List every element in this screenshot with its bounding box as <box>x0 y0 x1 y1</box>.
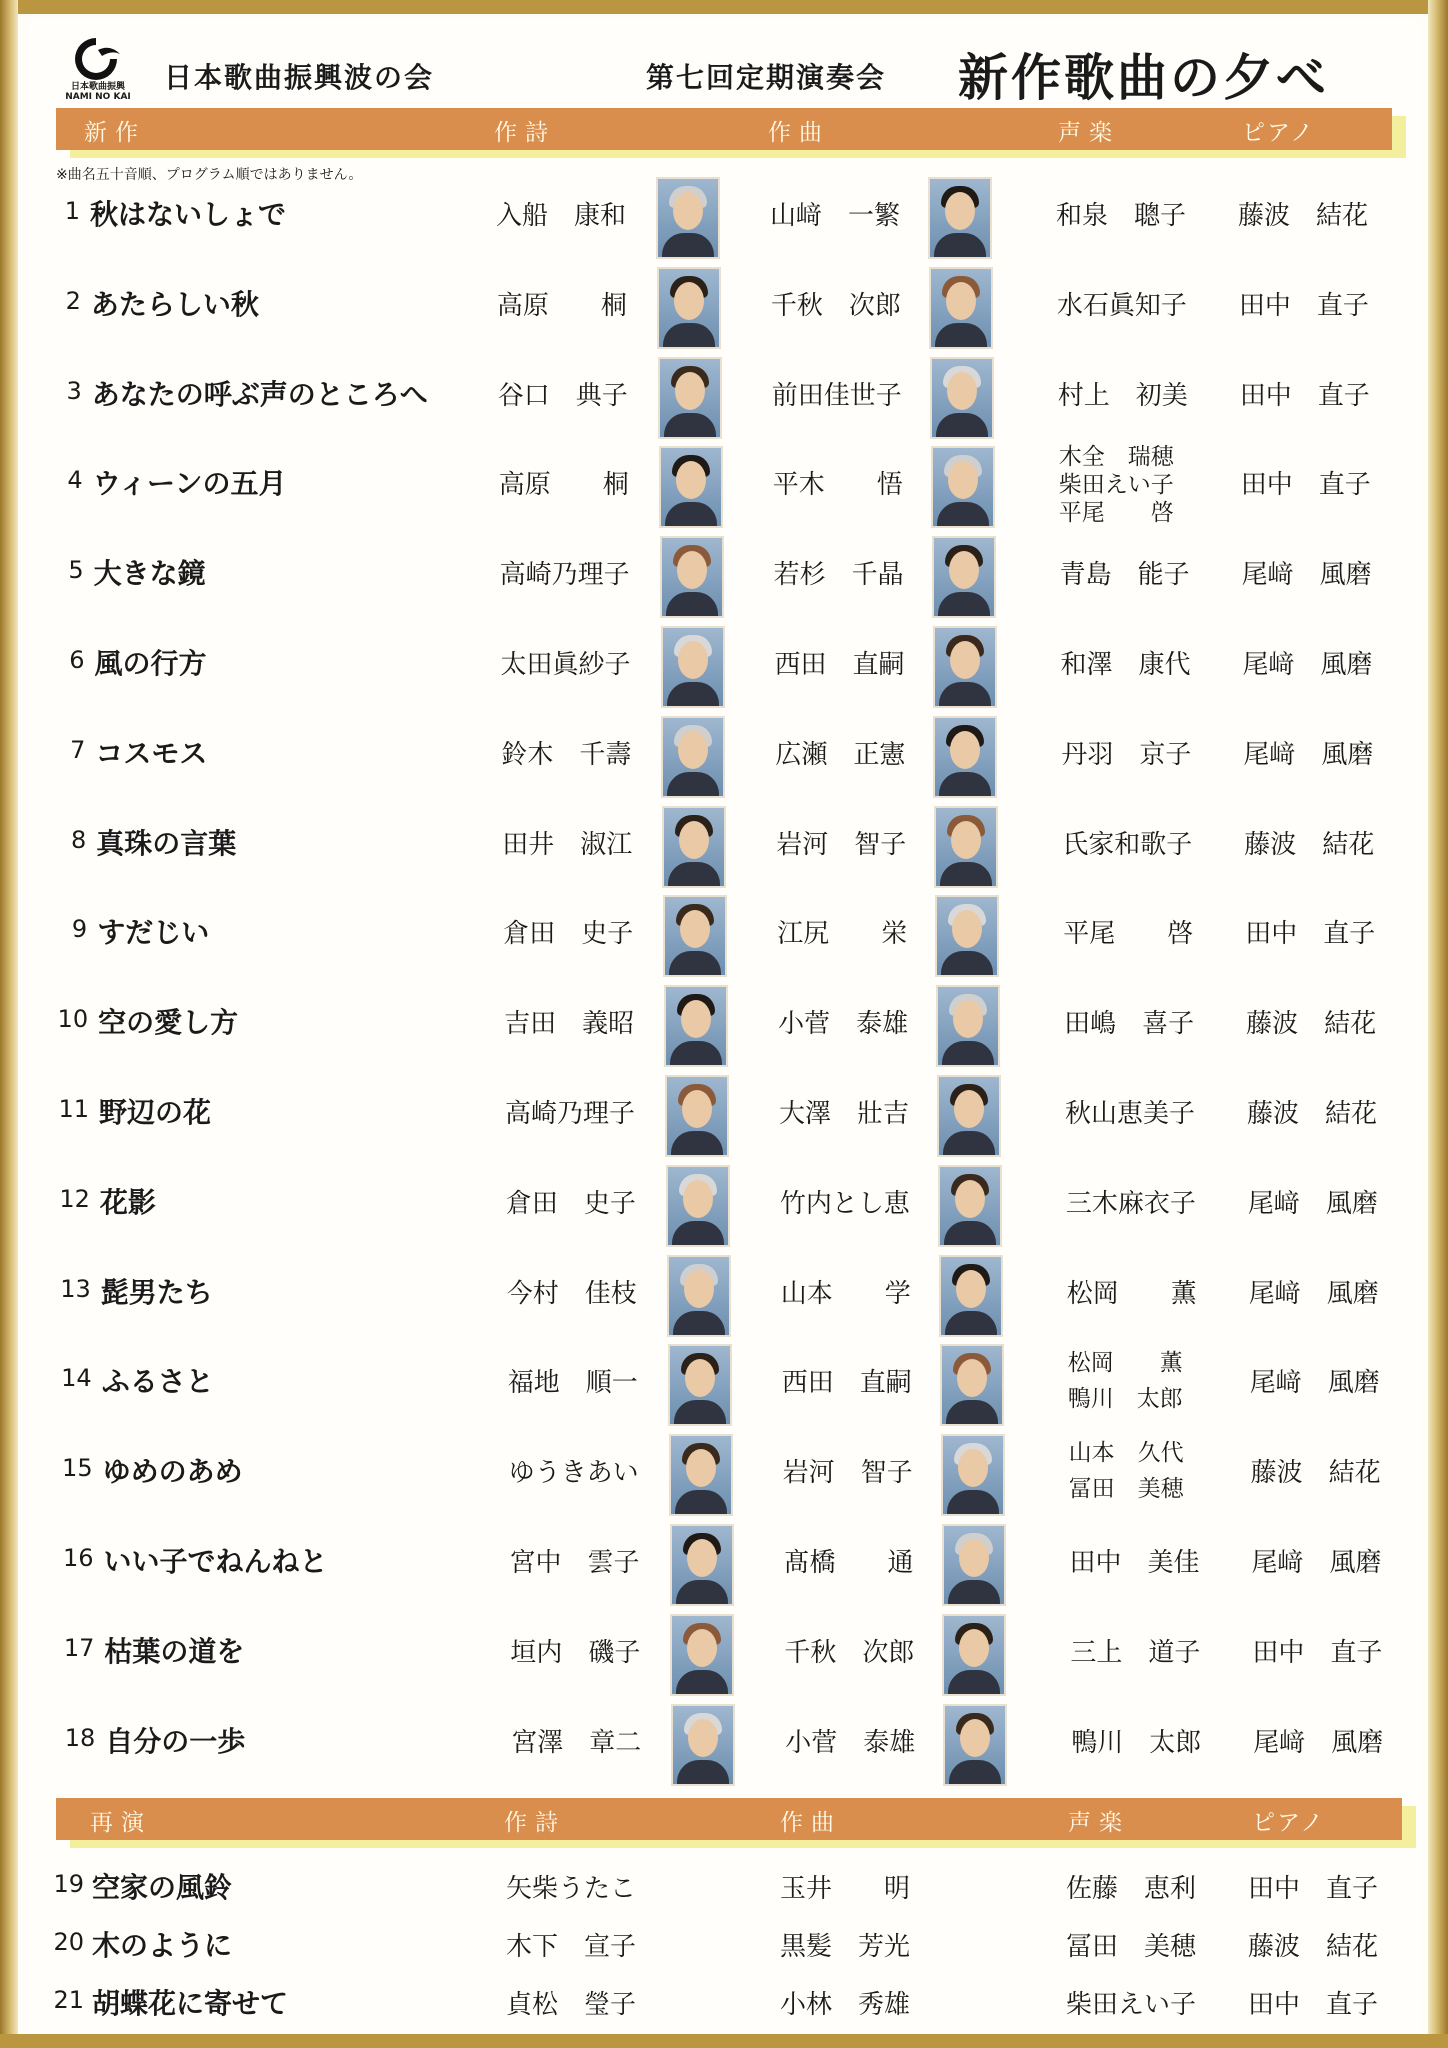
photo-face <box>960 1719 990 1757</box>
lyricist-name: 貞松 瑩子 <box>506 1990 637 2020</box>
pianist-name: 尾﨑 風磨 <box>1243 739 1374 770</box>
row-number: 7 <box>70 735 86 764</box>
col-composer: 作曲 <box>780 1810 842 1836</box>
row-number: 12 <box>59 1184 90 1213</box>
photo-body <box>666 592 718 618</box>
photo-body <box>939 772 991 798</box>
song-title: 枯葉の道を <box>104 1634 245 1668</box>
col-vocal: 声楽 <box>1058 120 1120 146</box>
photo-face <box>955 1180 985 1218</box>
lyricist-name: ゆうきあい <box>508 1458 639 1489</box>
composer-photo <box>931 446 995 528</box>
pianist-name: 尾﨑 風磨 <box>1253 1727 1384 1758</box>
row-number: 6 <box>69 646 85 674</box>
composer-name: 岩河 智子 <box>776 829 907 860</box>
lyricist-name: 太田眞紗子 <box>500 650 631 680</box>
song-title: あたらしい秋 <box>90 287 259 321</box>
section-header-new <box>56 108 1392 150</box>
song-title: 野辺の花 <box>99 1096 212 1129</box>
photo-body <box>948 1670 1000 1696</box>
song-title: 大きな鏡 <box>93 557 206 591</box>
col-lyricist: 作詩 <box>504 1810 566 1836</box>
photo-face <box>677 551 707 589</box>
photo-face <box>957 1359 987 1397</box>
photo-body <box>940 862 992 888</box>
lyricist-photo <box>656 177 720 259</box>
photo-body <box>662 233 714 259</box>
pianist-name: 尾﨑 風磨 <box>1241 560 1372 591</box>
rerun-row <box>0 1974 1448 2030</box>
song-title: いい子でねんねと <box>103 1545 328 1578</box>
photo-face <box>675 372 705 410</box>
photo-face <box>946 282 976 320</box>
lyricist-name: 福地 順一 <box>507 1368 638 1399</box>
photo-face <box>683 1180 713 1218</box>
pianist-name: 藤波 結花 <box>1238 201 1369 231</box>
row-number: 20 <box>53 1928 84 1956</box>
row-number: 1 <box>64 197 80 225</box>
pianist-name: 尾﨑 風磨 <box>1248 1278 1379 1309</box>
lyricist-name: 垣内 磯子 <box>510 1637 641 1668</box>
singer-name: 氏家和歌子 <box>1062 829 1193 860</box>
composer-name: 西田 直嗣 <box>781 1368 912 1399</box>
col-new-works: 新作 <box>84 120 146 146</box>
row-number: 9 <box>71 915 88 944</box>
row-number: 19 <box>53 1870 84 1898</box>
singer-name: 田嶋 喜子 <box>1064 1009 1195 1040</box>
composer-name: 小林 秀雄 <box>780 1990 911 2020</box>
photo-face <box>954 1090 984 1128</box>
row-number: 10 <box>57 1005 89 1034</box>
composer-name: 千秋 次郎 <box>784 1637 915 1668</box>
composer-name: 千秋 次郎 <box>770 290 901 321</box>
photo-body <box>944 1221 996 1247</box>
photo-face <box>681 1000 711 1038</box>
composer-name: 小菅 泰雄 <box>778 1009 909 1040</box>
composer-photo <box>943 1704 1007 1786</box>
lyricist-name: 矢柴うたこ <box>506 1874 637 1904</box>
song-title: コスモス <box>95 736 208 770</box>
page-title: 新作歌曲の夕べ <box>958 48 1329 107</box>
row-number: 21 <box>53 1986 84 2014</box>
rerun-row <box>0 1858 1448 1914</box>
photo-body <box>665 502 717 528</box>
singer-name: 鴨川 太郎 <box>1071 1727 1202 1758</box>
lyricist-photo <box>659 446 723 528</box>
lyricist-name: 高原 桐 <box>496 290 627 321</box>
program-row <box>0 1614 1448 1704</box>
composer-name: 大澤 壯吉 <box>779 1099 910 1129</box>
pianist-name: 藤波 結花 <box>1248 1932 1379 1962</box>
lyricist-photo <box>670 1524 734 1606</box>
pianist-name: 藤波 結花 <box>1247 1099 1378 1129</box>
singer-name: 和泉 聰子 <box>1056 201 1187 231</box>
program-row <box>0 1165 1448 1255</box>
lyricist-photo <box>660 536 724 618</box>
lyricist-name: 高崎乃理子 <box>505 1099 636 1129</box>
composer-name: 若杉 千晶 <box>773 560 904 591</box>
pianist-name: 田中 直子 <box>1240 470 1371 501</box>
song-title: 木のように <box>92 1929 233 1962</box>
photo-body <box>670 1041 722 1067</box>
lyricist-photo <box>669 1434 733 1516</box>
song-title: すだじい <box>97 916 210 950</box>
pianist-name: 藤波 結花 <box>1246 1009 1377 1040</box>
singer-name: 冨田 美穂 <box>1068 1476 1184 1503</box>
composer-name: 前田佳世子 <box>771 380 902 411</box>
singer-name: 松岡 薫 <box>1067 1350 1183 1377</box>
singer-name: 平尾 啓 <box>1063 919 1194 950</box>
photo-body <box>675 1490 727 1516</box>
singer-name: 松岡 薫 <box>1066 1278 1197 1309</box>
organization-name: 日本歌曲振興波の会 <box>164 61 435 94</box>
photo-body <box>946 1400 998 1426</box>
photo-face <box>680 910 710 948</box>
photo-face <box>674 282 704 320</box>
row-number: 3 <box>66 376 82 405</box>
photo-body <box>936 413 988 439</box>
pianist-name: 尾﨑 風磨 <box>1242 650 1373 680</box>
song-title: 秋はないしょで <box>90 198 287 231</box>
row-number: 16 <box>62 1544 94 1572</box>
col-rerun: 再演 <box>90 1810 152 1836</box>
singer-name: 柴田えい子 <box>1058 472 1174 499</box>
pianist-name: 田中 直子 <box>1238 290 1369 321</box>
row-number: 15 <box>62 1454 93 1483</box>
program-row <box>0 1524 1448 1614</box>
composer-name: 広瀬 正憲 <box>775 739 906 770</box>
lyricist-photo <box>666 1165 730 1247</box>
pianist-name: 尾﨑 風磨 <box>1249 1368 1380 1399</box>
order-note: ※曲名五十音順、プログラム順ではありません。 <box>56 167 363 183</box>
lyricist-photo <box>665 1075 729 1157</box>
composer-name: 竹内とし恵 <box>779 1188 910 1219</box>
song-title: あなたの呼ぶ声のところへ <box>91 377 428 411</box>
lyricist-name: 吉田 義昭 <box>504 1009 635 1040</box>
lyricist-name: 入船 康和 <box>496 201 627 231</box>
program-row <box>0 536 1448 626</box>
lyricist-name: 田井 淑江 <box>502 829 633 860</box>
wave-logo-icon <box>66 36 126 80</box>
photo-face <box>952 910 982 948</box>
row-number: 8 <box>71 825 87 854</box>
lyricist-name: 倉田 史子 <box>505 1188 636 1219</box>
singer-name: 三木麻衣子 <box>1065 1188 1196 1219</box>
photo-face <box>673 192 703 230</box>
photo-face <box>947 372 977 410</box>
lyricist-name: 高崎乃理子 <box>499 560 630 591</box>
photo-face <box>949 551 979 589</box>
composer-name: 山本 学 <box>780 1278 911 1309</box>
photo-body <box>677 1760 729 1786</box>
photo-body <box>672 1221 724 1247</box>
pianist-name: 田中 直子 <box>1248 1874 1379 1904</box>
singer-name: 山本 久代 <box>1068 1440 1184 1467</box>
photo-face <box>951 821 981 859</box>
composer-photo <box>936 985 1000 1067</box>
program-row <box>0 446 1448 536</box>
photo-body <box>667 682 719 708</box>
song-title: ゆめのあめ <box>102 1455 243 1489</box>
photo-body <box>948 1580 1000 1606</box>
song-title: 真珠の言葉 <box>96 826 237 860</box>
program-row <box>0 716 1448 806</box>
photo-face <box>956 1270 986 1308</box>
program-row <box>0 806 1448 896</box>
pianist-name: 田中 直子 <box>1239 380 1370 411</box>
photo-face <box>688 1719 718 1757</box>
program-row <box>0 895 1448 985</box>
program-row <box>0 1344 1448 1434</box>
lyricist-name: 今村 佳枝 <box>506 1278 637 1309</box>
composer-name: 山﨑 一繁 <box>770 201 901 231</box>
song-title: 胡蝶花に寄せて <box>92 1987 289 2020</box>
singer-name: 水石眞知子 <box>1056 290 1187 321</box>
row-number: 13 <box>60 1274 91 1303</box>
composer-photo <box>938 1165 1002 1247</box>
photo-body <box>664 413 716 439</box>
photo-face <box>687 1539 717 1577</box>
photo-body <box>676 1580 728 1606</box>
lyricist-photo <box>658 357 722 439</box>
singer-name: 三上 道子 <box>1070 1637 1201 1668</box>
singer-name: 和澤 康代 <box>1060 650 1191 680</box>
singer-name: 木全 瑞穂 <box>1058 444 1174 471</box>
row-number: 11 <box>58 1095 89 1123</box>
photo-body <box>934 233 986 259</box>
singer-name: 青島 能子 <box>1059 560 1190 591</box>
singer-name: 田中 美佳 <box>1069 1548 1200 1578</box>
composer-name: 西田 直嗣 <box>774 650 905 680</box>
photo-face <box>948 461 978 499</box>
composer-photo <box>942 1614 1006 1696</box>
singer-name: 平尾 啓 <box>1058 500 1174 527</box>
photo-body <box>674 1400 726 1426</box>
row-number: 17 <box>63 1633 95 1662</box>
section-header-rerun <box>56 1798 1402 1840</box>
col-composer: 作曲 <box>768 120 830 146</box>
singer-name: 冨田 美穂 <box>1066 1932 1197 1962</box>
frame-top <box>0 0 1448 14</box>
photo-face <box>684 1270 714 1308</box>
col-piano: ピアノ <box>1242 120 1316 146</box>
song-title: ウィーンの五月 <box>92 467 287 501</box>
photo-face <box>959 1539 989 1577</box>
composer-photo <box>934 806 998 888</box>
lyricist-name: 鈴木 千壽 <box>501 739 632 770</box>
song-title: 空の愛し方 <box>98 1006 239 1040</box>
photo-face <box>678 641 708 679</box>
photo-body <box>947 1490 999 1516</box>
photo-body <box>943 1131 995 1157</box>
photo-body <box>668 862 720 888</box>
pianist-name: 尾﨑 風磨 <box>1247 1188 1378 1219</box>
photo-body <box>673 1311 725 1337</box>
composer-photo <box>933 626 997 708</box>
song-title: 自分の一歩 <box>105 1724 246 1758</box>
song-title: ふるさと <box>101 1365 214 1399</box>
logo-caption: 日本歌曲振興 NAMI NO KAI <box>65 82 131 102</box>
lyricist-name: 倉田 史子 <box>503 919 634 950</box>
photo-body <box>676 1670 728 1696</box>
song-title: 風の行方 <box>94 647 207 680</box>
composer-photo <box>937 1075 1001 1157</box>
lyricist-name: 宮澤 章二 <box>511 1727 642 1758</box>
row-number: 14 <box>61 1364 92 1393</box>
composer-photo <box>933 716 997 798</box>
singer-name: 村上 初美 <box>1057 380 1188 411</box>
row-number: 5 <box>68 556 84 585</box>
photo-face <box>678 731 708 769</box>
photo-face <box>676 461 706 499</box>
composer-photo <box>941 1434 1005 1516</box>
photo-face <box>685 1359 715 1397</box>
lyricist-photo <box>668 1344 732 1426</box>
composer-photo <box>928 177 992 259</box>
program-row <box>0 985 1448 1075</box>
song-title: 空家の風鈴 <box>92 1871 233 1904</box>
concert-name: 第七回定期演奏会 <box>646 61 887 94</box>
pianist-name: 田中 直子 <box>1252 1637 1383 1668</box>
composer-photo <box>939 1255 1003 1337</box>
pianist-name: 田中 直子 <box>1245 919 1376 950</box>
photo-body <box>663 323 715 349</box>
singer-name: 秋山恵美子 <box>1065 1099 1196 1129</box>
lyricist-name: 宮中 雲子 <box>509 1548 640 1578</box>
program-row <box>0 1434 1448 1524</box>
photo-face <box>958 1449 988 1487</box>
program-row <box>0 1075 1448 1165</box>
pianist-name: 田中 直子 <box>1248 1990 1379 2020</box>
pianist-name: 尾﨑 風磨 <box>1251 1548 1382 1578</box>
row-number: 18 <box>64 1723 96 1752</box>
singer-name: 柴田えい子 <box>1066 1990 1197 2020</box>
photo-face <box>686 1449 716 1487</box>
photo-body <box>935 323 987 349</box>
program-row <box>0 177 1448 267</box>
song-title: 花影 <box>99 1185 156 1219</box>
frame-bottom <box>0 2034 1448 2048</box>
header <box>58 36 1398 107</box>
col-lyricist: 作詩 <box>494 120 556 146</box>
composer-photo <box>940 1344 1004 1426</box>
composer-name: 岩河 智子 <box>782 1458 913 1489</box>
pianist-name: 藤波 結花 <box>1250 1458 1381 1489</box>
col-piano: ピアノ <box>1252 1810 1326 1836</box>
lyricist-photo <box>657 267 721 349</box>
photo-face <box>682 1090 712 1128</box>
row-number: 4 <box>67 466 83 495</box>
photo-face <box>950 731 980 769</box>
composer-photo <box>932 536 996 618</box>
lyricist-photo <box>670 1614 734 1696</box>
logo <box>58 36 138 102</box>
singer-name: 丹羽 京子 <box>1061 739 1192 770</box>
composer-name: 黒髪 芳光 <box>780 1932 911 1962</box>
photo-body <box>939 682 991 708</box>
composer-photo <box>935 895 999 977</box>
composer-name: 小菅 泰雄 <box>785 1727 916 1758</box>
lyricist-name: 高原 桐 <box>498 470 629 501</box>
composer-name: 江尻 栄 <box>777 919 908 950</box>
photo-body <box>938 592 990 618</box>
song-title: 髭男たち <box>100 1275 213 1309</box>
photo-face <box>959 1629 989 1667</box>
program-row <box>0 1255 1448 1345</box>
lyricist-photo <box>662 806 726 888</box>
photo-face <box>679 821 709 859</box>
photo-face <box>953 1000 983 1038</box>
pianist-name: 藤波 結花 <box>1244 829 1375 860</box>
photo-body <box>669 951 721 977</box>
lyricist-photo <box>661 626 725 708</box>
lyricist-name: 木下 宣子 <box>506 1932 637 1962</box>
lyricist-photo <box>667 1255 731 1337</box>
program-row <box>0 267 1448 357</box>
composer-photo <box>942 1524 1006 1606</box>
lyricist-photo <box>663 895 727 977</box>
program-row <box>0 626 1448 716</box>
lyricist-photo <box>671 1704 735 1786</box>
composer-photo <box>929 267 993 349</box>
photo-face <box>687 1629 717 1667</box>
composer-name: 玉井 明 <box>780 1874 911 1904</box>
singer-name: 佐藤 恵利 <box>1066 1874 1197 1904</box>
col-vocal: 声楽 <box>1068 1810 1130 1836</box>
photo-body <box>941 951 993 977</box>
composer-name: 平木 悟 <box>772 470 903 501</box>
photo-body <box>942 1041 994 1067</box>
lyricist-photo <box>661 716 725 798</box>
photo-face <box>950 641 980 679</box>
photo-body <box>945 1311 997 1337</box>
rerun-row <box>0 1916 1448 1972</box>
lyricist-photo <box>664 985 728 1067</box>
row-number: 2 <box>65 286 81 315</box>
program-row <box>0 1704 1448 1794</box>
photo-body <box>937 502 989 528</box>
photo-body <box>671 1131 723 1157</box>
composer-name: 髙橋 通 <box>783 1548 914 1578</box>
singer-name: 鴨川 太郎 <box>1067 1386 1183 1413</box>
lyricist-name: 谷口 典子 <box>497 380 628 411</box>
photo-face <box>945 192 975 230</box>
photo-body <box>667 772 719 798</box>
composer-photo <box>930 357 994 439</box>
program-row <box>0 357 1448 447</box>
photo-body <box>949 1760 1001 1786</box>
